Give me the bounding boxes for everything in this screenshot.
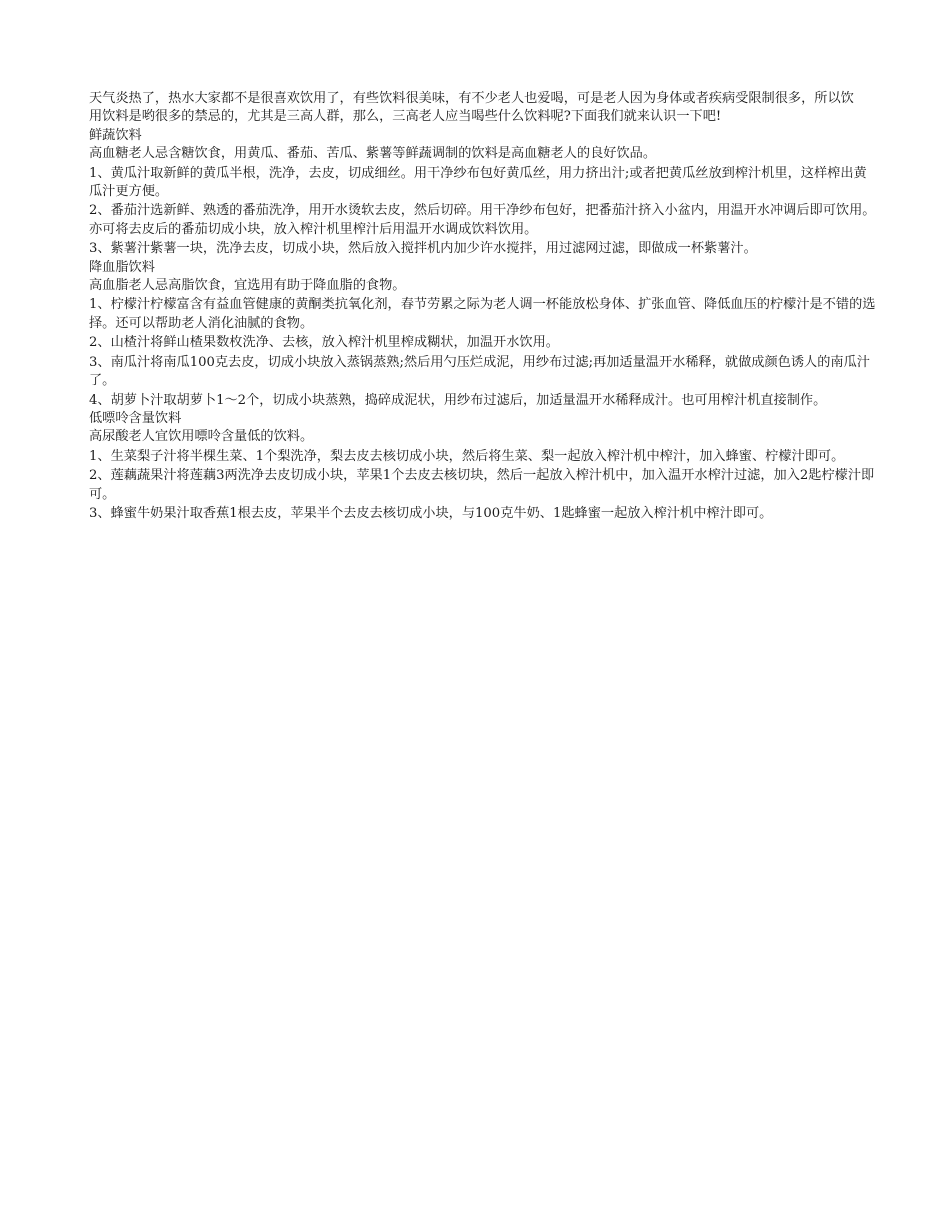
list-item: 2、山楂汁将鲜山楂果数枚洗净、去核，放入榨汁机里榨成糊状，加温开水饮用。 bbox=[89, 335, 559, 351]
list-item: 3、紫薯汁紫薯一块，洗净去皮，切成小块，然后放入搅拌机内加少许水搅拌，用过滤网过滤，即做成一杯紫薯汁。 bbox=[89, 241, 757, 257]
list-item: 4、胡萝卜汁取胡萝卜1～2个，切成小块蒸熟，捣碎成泥状，用纱布过滤后，加适量温开水稀释成汁。也可用榨汁机直接制作。 bbox=[89, 392, 827, 408]
section-lead-low-purine: 高尿酸老人宜饮用嘌呤含量低的饮料。 bbox=[89, 429, 314, 445]
list-item: 3、南瓜汁将南瓜100克去皮，切成小块放入蒸锅蒸熟;然后用勺压烂成泥，用纱布过滤;再加适量温开水稀释，就做成颜色诱人的南瓜汁了。 bbox=[89, 354, 870, 389]
section-lead-fresh-vegetable: 高血糖老人忌含糖饮食，用黄瓜、番茄、苦瓜、紫薯等鲜蔬调制的饮料是高血糖老人的良好饮品。 bbox=[89, 146, 657, 162]
section-heading-low-purine: 低嘌呤含量饮料 bbox=[89, 410, 182, 426]
section-heading-fresh-vegetable: 鲜蔬饮料 bbox=[89, 127, 142, 143]
list-item: 1、柠檬汁柠檬富含有益血管健康的黄酮类抗氧化剂，春节劳累之际为老人调一杯能放松身体、扩张血管、降低血压的柠檬汁是不错的选择。还可以帮助老人消化油腻的食物。 bbox=[89, 297, 876, 331]
article-body bbox=[89, 90, 879, 523]
intro-paragraph: 天气炎热了，热水大家都不是很喜欢饮用了，有些饮料很美味，有不少老人也爱喝，可是老人因为身体或者疾病受限制很多，所以饮用饮料是哟很多的禁忌的，尤其是三高人群，那么，三高老人应当喝些什么饮料呢?下面我们就来认识一下吧! bbox=[89, 91, 854, 125]
list-item: 2、莲藕蔬果汁将莲藕3两洗净去皮切成小块，苹果1个去皮去核切块，然后一起放入榨汁机中，加入温开水榨汁过滤，加入2匙柠檬汁即可。 bbox=[89, 468, 875, 502]
section-lead-lower-lipid: 高血脂老人忌高脂饮食，宜选用有助于降血脂的食物。 bbox=[89, 278, 406, 294]
list-item: 1、黄瓜汁取新鲜的黄瓜半根，洗净，去皮，切成细丝。用干净纱布包好黄瓜丝，用力挤出汁;或者把黄瓜丝放到榨汁机里，这样榨出黄瓜汁更方便。 bbox=[89, 165, 867, 200]
list-item: 1、生菜梨子汁将半棵生菜、1个梨洗净，梨去皮去核切成小块，然后将生菜、梨一起放入榨汁机中榨汁，加入蜂蜜、柠檬汁即可。 bbox=[89, 448, 845, 464]
section-heading-lower-lipid: 降血脂饮料 bbox=[89, 259, 155, 275]
list-item: 3、蜂蜜牛奶果汁取香蕉1根去皮，苹果半个去皮去核切成小块，与100克牛奶、1匙蜂蜜一起放入榨汁机中榨汁即可。 bbox=[89, 505, 773, 521]
list-item: 2、番茄汁选新鲜、熟透的番茄洗净，用开水烫软去皮，然后切碎。用干净纱布包好，把番茄汁挤入小盆内，用温开水冲调后即可饮用。亦可将去皮后的番茄切成小块，放入榨汁机里榨汁后用温开水调成饮料饮用。 bbox=[89, 203, 876, 237]
